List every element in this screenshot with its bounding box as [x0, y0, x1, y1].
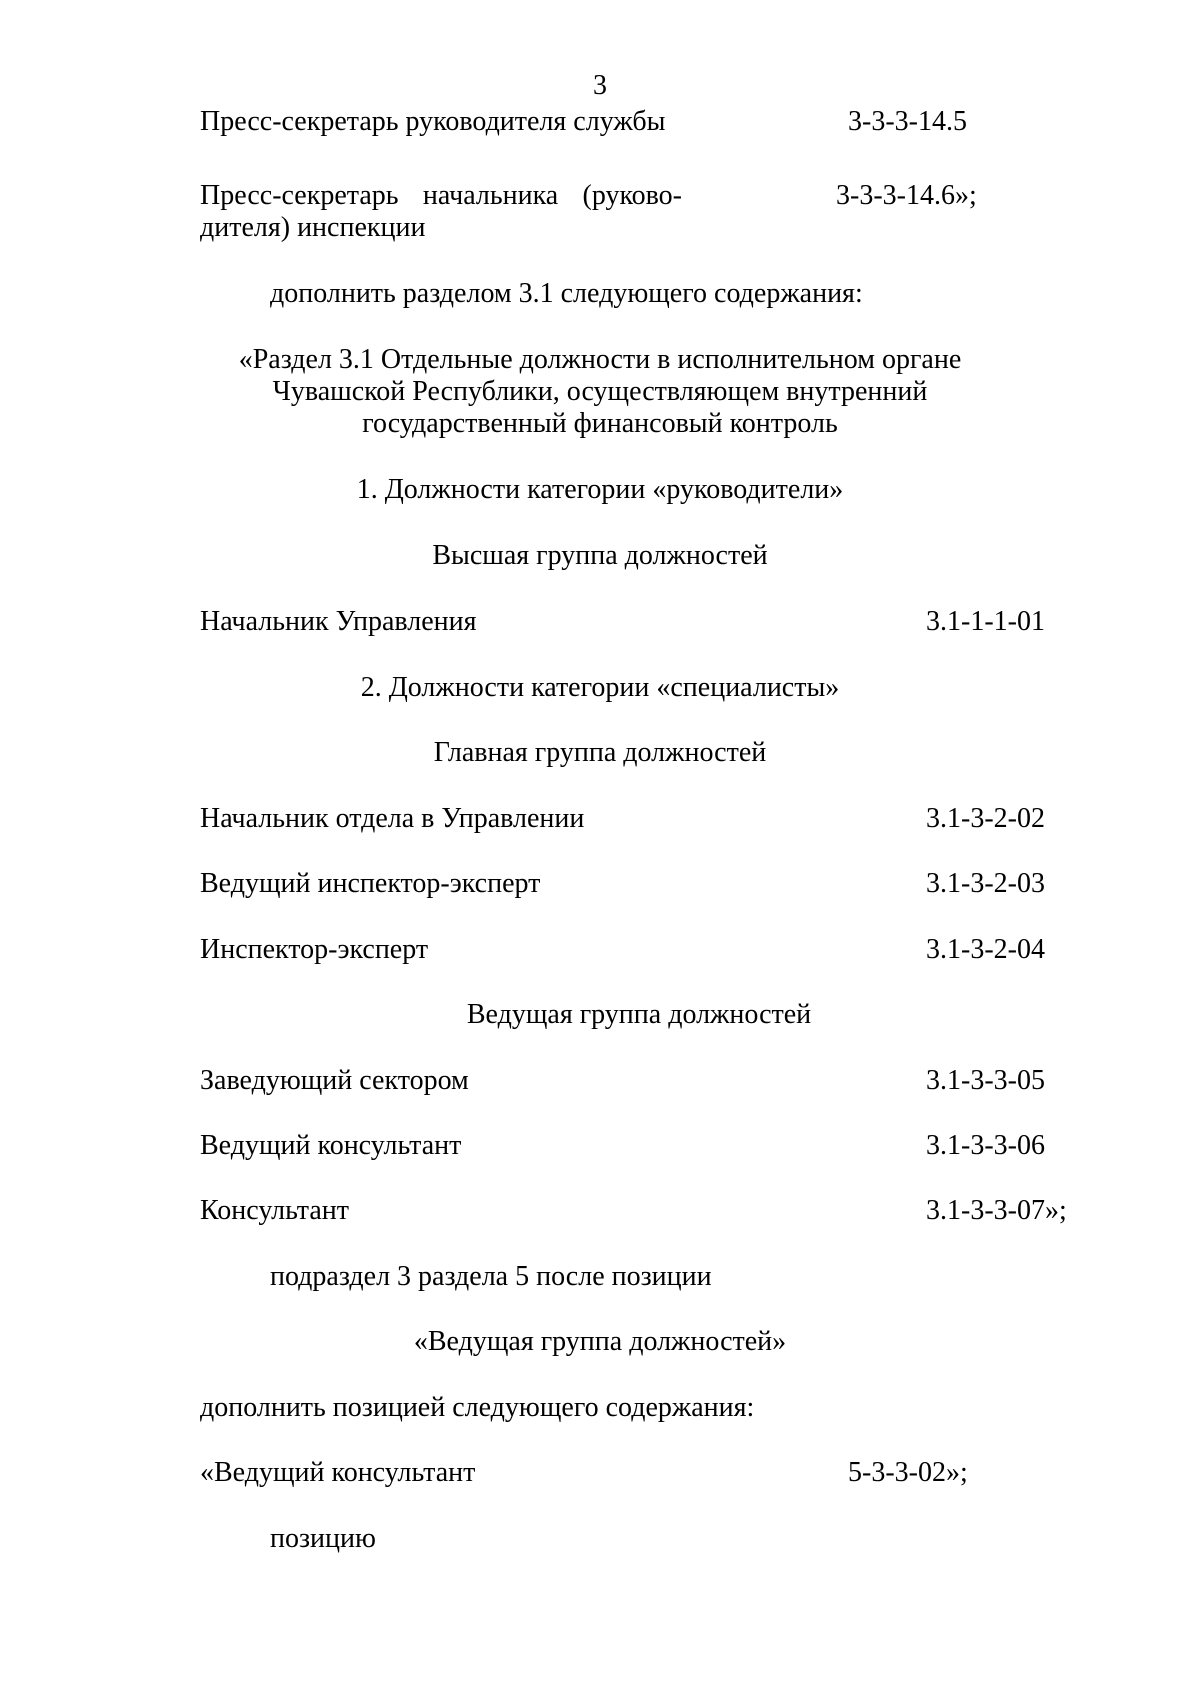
- position-code: 3.1-3-2-02: [926, 803, 1045, 834]
- category-heading: 2. Должности категории «специалисты»: [360, 672, 840, 703]
- instruction-paragraph: дополнить разделом 3.1 следующего содержания:: [270, 278, 863, 309]
- position-code: 3-3-3-14.6»;: [836, 180, 977, 211]
- position-code: 3.1-3-2-04: [926, 934, 1045, 965]
- instruction-paragraph: дополнить позицией следующего содержания:: [200, 1392, 755, 1423]
- position-code: 3-3-3-14.5: [848, 106, 967, 137]
- group-heading: Высшая группа должностей: [432, 540, 768, 571]
- position-title: Инспектор-эксперт: [200, 934, 429, 965]
- instruction-paragraph: подраздел 3 раздела 5 после позиции: [270, 1261, 712, 1292]
- position-title: Ведущий инспектор-эксперт: [200, 868, 541, 899]
- position-title: Начальник Управления: [200, 606, 477, 637]
- instruction-paragraph: позицию: [270, 1523, 376, 1554]
- position-code: 3.1-3-3-07»;: [926, 1195, 1067, 1226]
- position-title: Пресс-секретарь руководителя службы: [200, 106, 666, 137]
- position-code: 3.1-1-1-01: [926, 606, 1045, 637]
- page-number: 3: [593, 70, 607, 101]
- position-title-continuation: дителя) инспекции: [200, 212, 426, 243]
- category-heading: 1. Должности категории «руководители»: [356, 474, 844, 505]
- position-title: Ведущий консультант: [200, 1130, 462, 1161]
- section-heading-line: государственный финансовый контроль: [362, 408, 838, 439]
- position-title: Заведующий сектором: [200, 1065, 469, 1096]
- quoted-group-heading: «Ведущая группа должностей»: [413, 1326, 787, 1357]
- position-title: Пресс-секретарь начальника (руково-: [200, 180, 682, 211]
- position-title: Консультант: [200, 1195, 349, 1226]
- section-heading-line: Чувашской Республики, осуществляющем внутренний: [272, 376, 928, 407]
- position-title: «Ведущий консультант: [200, 1457, 476, 1488]
- group-heading: Главная группа должностей: [433, 737, 767, 768]
- position-code: 3.1-3-2-03: [926, 868, 1045, 899]
- position-code: 3.1-3-3-05: [926, 1065, 1045, 1096]
- position-title: Начальник отдела в Управлении: [200, 803, 585, 834]
- section-heading-line: «Раздел 3.1 Отдельные должности в исполнительном органе: [238, 344, 962, 375]
- group-heading: Ведущая группа должностей: [466, 999, 812, 1030]
- position-code: 3.1-3-3-06: [926, 1130, 1045, 1161]
- position-code: 5-3-3-02»;: [848, 1457, 968, 1488]
